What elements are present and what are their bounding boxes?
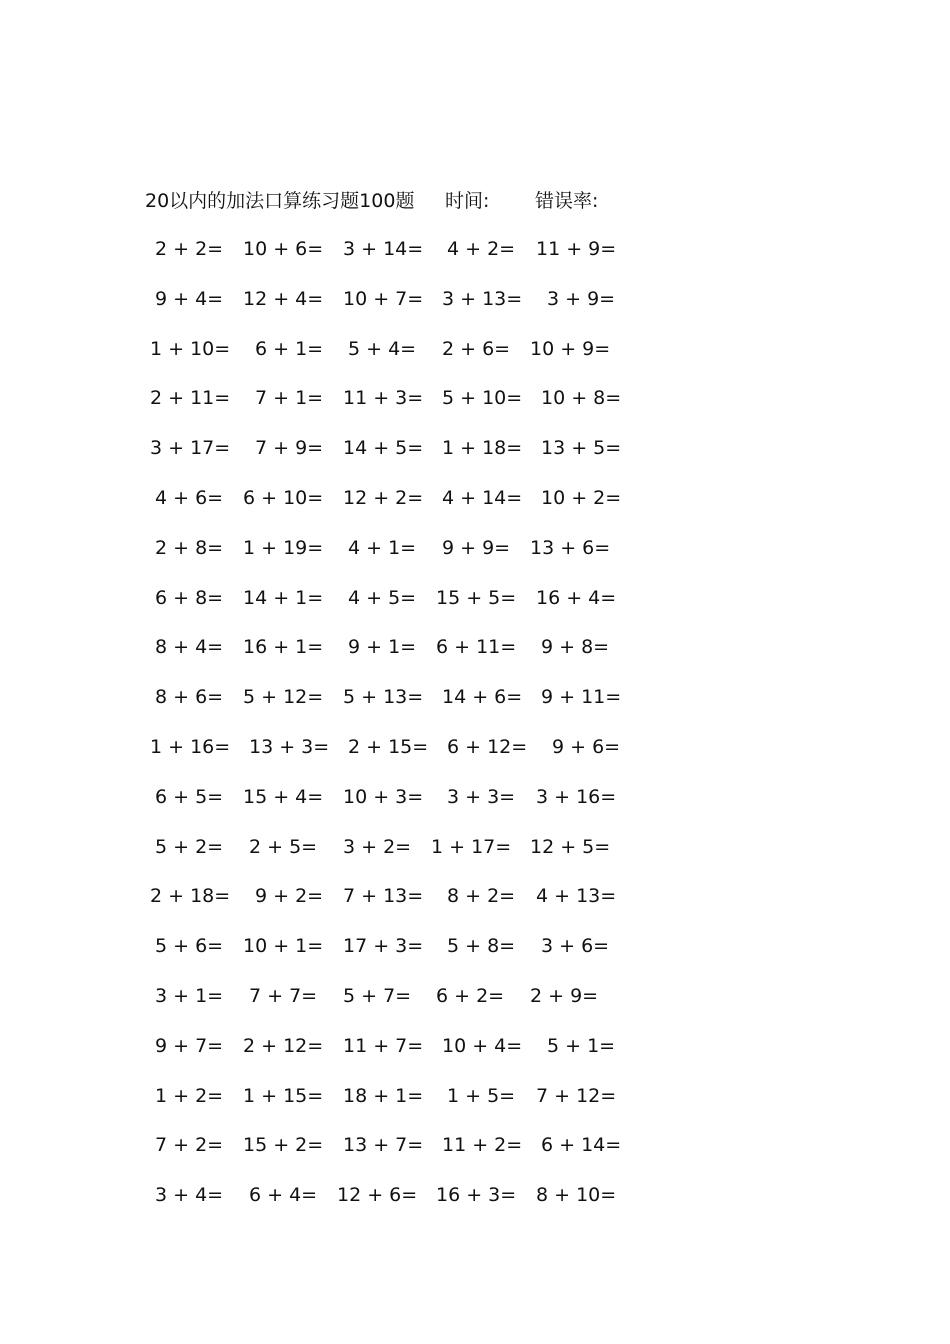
- problem-item: 7 + 2=: [155, 1134, 224, 1156]
- problem-row: [0, 334, 950, 364]
- problem-item: 9 + 1=: [348, 636, 417, 658]
- problem-item: 3 + 16=: [536, 786, 617, 808]
- problem-row: [0, 782, 950, 812]
- problem-item: 6 + 14=: [541, 1134, 622, 1156]
- problem-item: 3 + 1=: [155, 985, 224, 1007]
- problem-item: 1 + 18=: [442, 437, 523, 459]
- problem-item: 5 + 4=: [348, 338, 417, 360]
- problem-item: 15 + 4=: [243, 786, 324, 808]
- problem-item: 11 + 3=: [343, 387, 424, 409]
- problem-row: [0, 1031, 950, 1061]
- problem-row: [0, 981, 950, 1011]
- problem-item: 6 + 10=: [243, 487, 324, 509]
- problem-item: 13 + 5=: [541, 437, 622, 459]
- problem-row: [0, 1081, 950, 1111]
- problem-item: 13 + 6=: [530, 537, 611, 559]
- problem-item: 6 + 12=: [447, 736, 528, 758]
- problem-item: 4 + 1=: [348, 537, 417, 559]
- problem-item: 2 + 8=: [155, 537, 224, 559]
- problem-item: 6 + 1=: [255, 338, 324, 360]
- problem-item: 13 + 3=: [249, 736, 330, 758]
- problem-item: 4 + 5=: [348, 587, 417, 609]
- problem-item: 10 + 2=: [541, 487, 622, 509]
- problem-item: 3 + 3=: [447, 786, 516, 808]
- problem-row: [0, 1180, 950, 1210]
- problem-item: 5 + 13=: [343, 686, 424, 708]
- problem-item: 10 + 3=: [343, 786, 424, 808]
- problem-item: 7 + 12=: [536, 1085, 617, 1107]
- problem-item: 16 + 4=: [536, 587, 617, 609]
- problem-item: 14 + 1=: [243, 587, 324, 609]
- problem-item: 16 + 1=: [243, 636, 324, 658]
- problem-item: 8 + 10=: [536, 1184, 617, 1206]
- problem-item: 11 + 9=: [536, 238, 617, 260]
- problem-item: 7 + 1=: [255, 387, 324, 409]
- problem-item: 10 + 6=: [243, 238, 324, 260]
- problem-item: 3 + 4=: [155, 1184, 224, 1206]
- problem-item: 4 + 6=: [155, 487, 224, 509]
- problem-item: 15 + 5=: [436, 587, 517, 609]
- problem-item: 7 + 13=: [343, 885, 424, 907]
- problem-row: [0, 682, 950, 712]
- problem-item: 4 + 2=: [447, 238, 516, 260]
- problem-item: 3 + 9=: [547, 288, 616, 310]
- problem-item: 7 + 9=: [255, 437, 324, 459]
- problem-item: 9 + 9=: [442, 537, 511, 559]
- problem-item: 3 + 6=: [541, 935, 610, 957]
- problem-item: 11 + 7=: [343, 1035, 424, 1057]
- problem-row: [0, 832, 950, 862]
- problem-item: 9 + 2=: [255, 885, 324, 907]
- problem-item: 13 + 7=: [343, 1134, 424, 1156]
- problem-item: 9 + 11=: [541, 686, 622, 708]
- problem-item: 15 + 2=: [243, 1134, 324, 1156]
- problem-item: 12 + 2=: [343, 487, 424, 509]
- problem-item: 9 + 8=: [541, 636, 610, 658]
- problem-item: 3 + 17=: [150, 437, 231, 459]
- error-rate-label: 错误率:: [535, 190, 599, 212]
- problem-item: 3 + 2=: [343, 836, 412, 858]
- problem-row: [0, 234, 950, 264]
- problem-item: 17 + 3=: [343, 935, 424, 957]
- problem-item: 10 + 4=: [442, 1035, 523, 1057]
- problem-item: 1 + 15=: [243, 1085, 324, 1107]
- problem-row: [0, 284, 950, 314]
- problem-row: [0, 433, 950, 463]
- problem-item: 5 + 12=: [243, 686, 324, 708]
- problem-item: 9 + 4=: [155, 288, 224, 310]
- problem-item: 9 + 6=: [552, 736, 621, 758]
- problem-item: 6 + 8=: [155, 587, 224, 609]
- problem-item: 6 + 2=: [436, 985, 505, 1007]
- problem-item: 6 + 4=: [249, 1184, 318, 1206]
- problem-item: 2 + 18=: [150, 885, 231, 907]
- problem-row: [0, 632, 950, 662]
- problem-item: 3 + 13=: [442, 288, 523, 310]
- problem-item: 2 + 9=: [530, 985, 599, 1007]
- problem-item: 5 + 6=: [155, 935, 224, 957]
- problem-row: [0, 931, 950, 961]
- problem-item: 1 + 16=: [150, 736, 231, 758]
- problem-item: 18 + 1=: [343, 1085, 424, 1107]
- problem-item: 9 + 7=: [155, 1035, 224, 1057]
- problem-item: 12 + 5=: [530, 836, 611, 858]
- problem-row: [0, 1130, 950, 1160]
- problem-item: 14 + 5=: [343, 437, 424, 459]
- problem-row: [0, 383, 950, 413]
- problem-item: 12 + 6=: [337, 1184, 418, 1206]
- problem-item: 2 + 6=: [442, 338, 511, 360]
- problem-item: 8 + 6=: [155, 686, 224, 708]
- worksheet-title: 20以内的加法口算练习题100题: [145, 190, 415, 212]
- problem-item: 10 + 9=: [530, 338, 611, 360]
- problem-item: 3 + 14=: [343, 238, 424, 260]
- problem-item: 1 + 17=: [431, 836, 512, 858]
- problem-item: 1 + 5=: [447, 1085, 516, 1107]
- problem-item: 16 + 3=: [436, 1184, 517, 1206]
- time-label: 时间:: [445, 190, 490, 212]
- problem-item: 10 + 8=: [541, 387, 622, 409]
- problem-item: 2 + 11=: [150, 387, 231, 409]
- problem-item: 5 + 2=: [155, 836, 224, 858]
- problem-item: 8 + 2=: [447, 885, 516, 907]
- problem-item: 2 + 2=: [155, 238, 224, 260]
- problem-item: 1 + 10=: [150, 338, 231, 360]
- problem-item: 4 + 13=: [536, 885, 617, 907]
- problem-item: 14 + 6=: [442, 686, 523, 708]
- problem-row: [0, 533, 950, 563]
- problem-row: [0, 881, 950, 911]
- problem-item: 1 + 19=: [243, 537, 324, 559]
- problem-item: 2 + 5=: [249, 836, 318, 858]
- problem-row: [0, 583, 950, 613]
- problem-item: 6 + 11=: [436, 636, 517, 658]
- problem-item: 8 + 4=: [155, 636, 224, 658]
- problem-item: 2 + 12=: [243, 1035, 324, 1057]
- problem-item: 10 + 7=: [343, 288, 424, 310]
- problem-item: 12 + 4=: [243, 288, 324, 310]
- problem-item: 5 + 1=: [547, 1035, 616, 1057]
- problem-item: 2 + 15=: [348, 736, 429, 758]
- problem-item: 7 + 7=: [249, 985, 318, 1007]
- problem-row: [0, 483, 950, 513]
- problem-item: 5 + 7=: [343, 985, 412, 1007]
- problem-item: 1 + 2=: [155, 1085, 224, 1107]
- problem-item: 5 + 8=: [447, 935, 516, 957]
- problem-row: [0, 732, 950, 762]
- problem-item: 6 + 5=: [155, 786, 224, 808]
- problem-item: 4 + 14=: [442, 487, 523, 509]
- problem-item: 5 + 10=: [442, 387, 523, 409]
- problem-item: 11 + 2=: [442, 1134, 523, 1156]
- problem-item: 10 + 1=: [243, 935, 324, 957]
